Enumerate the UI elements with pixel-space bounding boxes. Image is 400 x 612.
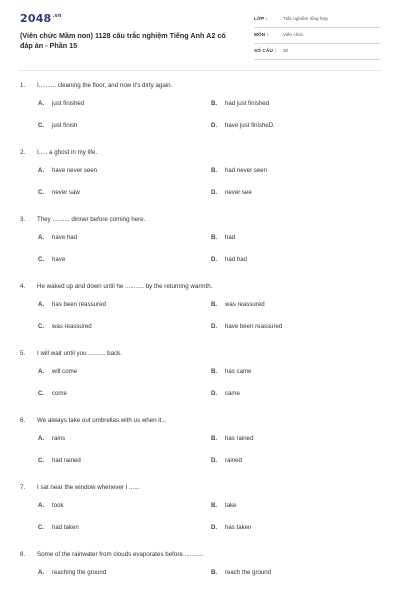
option-text: have been reassured — [225, 323, 283, 330]
answer-option-a[interactable] — [38, 167, 97, 174]
answer-option-a[interactable] — [38, 301, 106, 308]
question-text: I will wait until you .......... back. — [37, 350, 122, 357]
question-number: 7. — [20, 484, 26, 491]
question-item — [0, 411, 400, 478]
option-text: took — [52, 502, 64, 509]
answer-option-a[interactable] — [38, 234, 77, 241]
logo-suffix: .vn — [52, 13, 62, 20]
option-text: reach the ground — [225, 569, 272, 576]
question-text: I..... a ghost in my life. — [37, 149, 98, 156]
option-letter: B. — [211, 435, 218, 442]
answer-option-a[interactable] — [38, 502, 64, 509]
option-text: rains — [52, 435, 66, 442]
option-letter: B. — [211, 368, 218, 375]
question-number: 4. — [20, 283, 26, 290]
option-letter: C. — [38, 189, 45, 196]
answer-option-a[interactable] — [38, 368, 77, 375]
meta-row-class — [254, 14, 380, 28]
question-stem — [20, 283, 212, 290]
option-text: have had — [52, 234, 78, 241]
meta-row-subject — [254, 30, 380, 44]
question-number: 6. — [20, 417, 26, 424]
meta-label: MÔN : — [254, 32, 269, 37]
site-logo[interactable] — [20, 12, 62, 25]
answer-option-b[interactable] — [211, 435, 253, 442]
option-text: have just finisheD. — [225, 122, 275, 129]
question-text: We always take out umbrellas with us when it... — [37, 417, 167, 424]
option-text: take — [225, 502, 237, 509]
question-number: 5. — [20, 350, 26, 357]
option-text: came — [225, 390, 240, 397]
option-text: have — [52, 256, 66, 263]
option-text: come — [52, 390, 67, 397]
question-number: 8. — [20, 551, 26, 558]
option-letter: B. — [211, 167, 218, 174]
answer-option-a[interactable] — [38, 100, 84, 107]
option-letter: D. — [211, 457, 218, 464]
question-text: I sat near the window whenever I ...... — [37, 484, 140, 491]
question-stem — [20, 149, 97, 156]
question-stem — [20, 417, 167, 424]
document-meta — [254, 14, 380, 62]
question-item — [0, 277, 400, 344]
question-item — [0, 478, 400, 545]
option-text: has came — [225, 368, 252, 375]
option-text: has taken — [225, 524, 252, 531]
option-letter: A. — [38, 234, 45, 241]
answer-option-c[interactable] — [38, 390, 67, 397]
answer-option-b[interactable] — [211, 569, 271, 576]
option-text: had — [225, 234, 236, 241]
option-text: has rained — [225, 435, 254, 442]
meta-value: 30 — [283, 48, 289, 53]
option-text: has been reassured — [52, 301, 106, 308]
question-stem — [20, 350, 122, 357]
question-list — [0, 76, 400, 612]
answer-option-c[interactable] — [38, 189, 80, 196]
option-text: never see — [225, 189, 252, 196]
option-letter: D. — [211, 256, 218, 263]
option-letter: A. — [38, 167, 45, 174]
option-text: had taken — [52, 524, 79, 531]
question-item — [0, 344, 400, 411]
answer-option-d[interactable] — [211, 122, 275, 129]
option-letter: C. — [38, 256, 45, 263]
answer-option-d[interactable] — [211, 256, 247, 263]
option-text: had just finished — [225, 100, 270, 107]
question-item — [0, 76, 400, 143]
meta-value: Viên chức — [283, 32, 304, 37]
question-text: Some of the rainwater from clouds evaporates before............ — [37, 551, 204, 558]
answer-option-d[interactable] — [211, 457, 242, 464]
answer-option-b[interactable] — [211, 368, 251, 375]
answer-option-c[interactable] — [38, 323, 92, 330]
question-item — [0, 545, 400, 612]
meta-value: Trắc nghiệm tổng hợp — [283, 16, 328, 21]
option-letter: B. — [211, 502, 218, 509]
meta-row-question-count — [254, 46, 380, 60]
option-letter: B. — [211, 100, 218, 107]
option-letter: C. — [38, 457, 45, 464]
option-letter: C. — [38, 323, 45, 330]
question-item — [0, 210, 400, 277]
question-number: 1. — [20, 82, 26, 89]
answer-option-d[interactable] — [211, 390, 240, 397]
question-text: He waked up and down until he ........... by the returning warmth. — [37, 283, 213, 290]
option-letter: D. — [211, 122, 218, 129]
answer-option-b[interactable] — [211, 100, 269, 107]
option-text: had had — [225, 256, 248, 263]
document-title: (Viên chức Mầm non) 1128 câu trắc nghiệm Tiếng Anh A2 có đáp án - Phần 15 — [20, 31, 226, 50]
answer-option-d[interactable] — [211, 323, 282, 330]
option-letter: C. — [38, 390, 45, 397]
option-letter: B. — [211, 569, 218, 576]
answer-option-b[interactable] — [211, 502, 237, 509]
option-text: had rained — [52, 457, 81, 464]
option-letter: D. — [211, 323, 218, 330]
answer-option-b[interactable] — [211, 234, 235, 241]
option-letter: A. — [38, 502, 45, 509]
option-text: was reassured — [52, 323, 92, 330]
page-header — [0, 0, 400, 70]
header-divider — [18, 70, 382, 71]
answer-option-b[interactable] — [211, 301, 265, 308]
option-text: reaching the ground — [52, 569, 107, 576]
answer-option-c[interactable] — [38, 524, 79, 531]
option-letter: D. — [211, 189, 218, 196]
option-letter: A. — [38, 100, 45, 107]
answer-option-d[interactable] — [211, 524, 251, 531]
question-stem — [20, 216, 145, 223]
logo-text: 2048 — [20, 12, 52, 25]
answer-option-b[interactable] — [211, 167, 267, 174]
answer-option-c[interactable] — [38, 457, 81, 464]
option-text: just finish — [52, 122, 78, 129]
option-letter: B. — [211, 301, 218, 308]
option-text: was reassured — [225, 301, 265, 308]
option-text: had never seen — [225, 167, 268, 174]
option-letter: D. — [211, 524, 218, 531]
option-text: have never seen — [52, 167, 98, 174]
question-item — [0, 143, 400, 210]
meta-label: SỐ CÂU : — [254, 48, 277, 53]
option-letter: D. — [211, 390, 218, 397]
question-number: 2. — [20, 149, 26, 156]
answer-option-a[interactable] — [38, 435, 65, 442]
question-stem — [20, 484, 140, 491]
option-text: just finished — [52, 100, 85, 107]
question-stem — [20, 82, 172, 89]
option-letter: A. — [38, 569, 45, 576]
meta-label: LỚP : — [254, 16, 268, 21]
option-letter: C. — [38, 122, 45, 129]
answer-option-c[interactable] — [38, 256, 65, 263]
option-letter: B. — [211, 234, 218, 241]
option-text: never saw — [52, 189, 80, 196]
option-letter: C. — [38, 524, 45, 531]
question-text: I.......... cleaning the floor, and now it's dirty again. — [37, 82, 173, 89]
question-text: They .......... dinner before coming here. — [37, 216, 146, 223]
option-letter: A. — [38, 368, 45, 375]
option-letter: A. — [38, 301, 45, 308]
option-text: will come — [52, 368, 78, 375]
answer-option-c[interactable] — [38, 122, 77, 129]
option-letter: A. — [38, 435, 45, 442]
answer-option-d[interactable] — [211, 189, 252, 196]
answer-option-a[interactable] — [38, 569, 106, 576]
question-stem — [20, 551, 203, 558]
question-number: 3. — [20, 216, 26, 223]
option-text: rained — [225, 457, 242, 464]
